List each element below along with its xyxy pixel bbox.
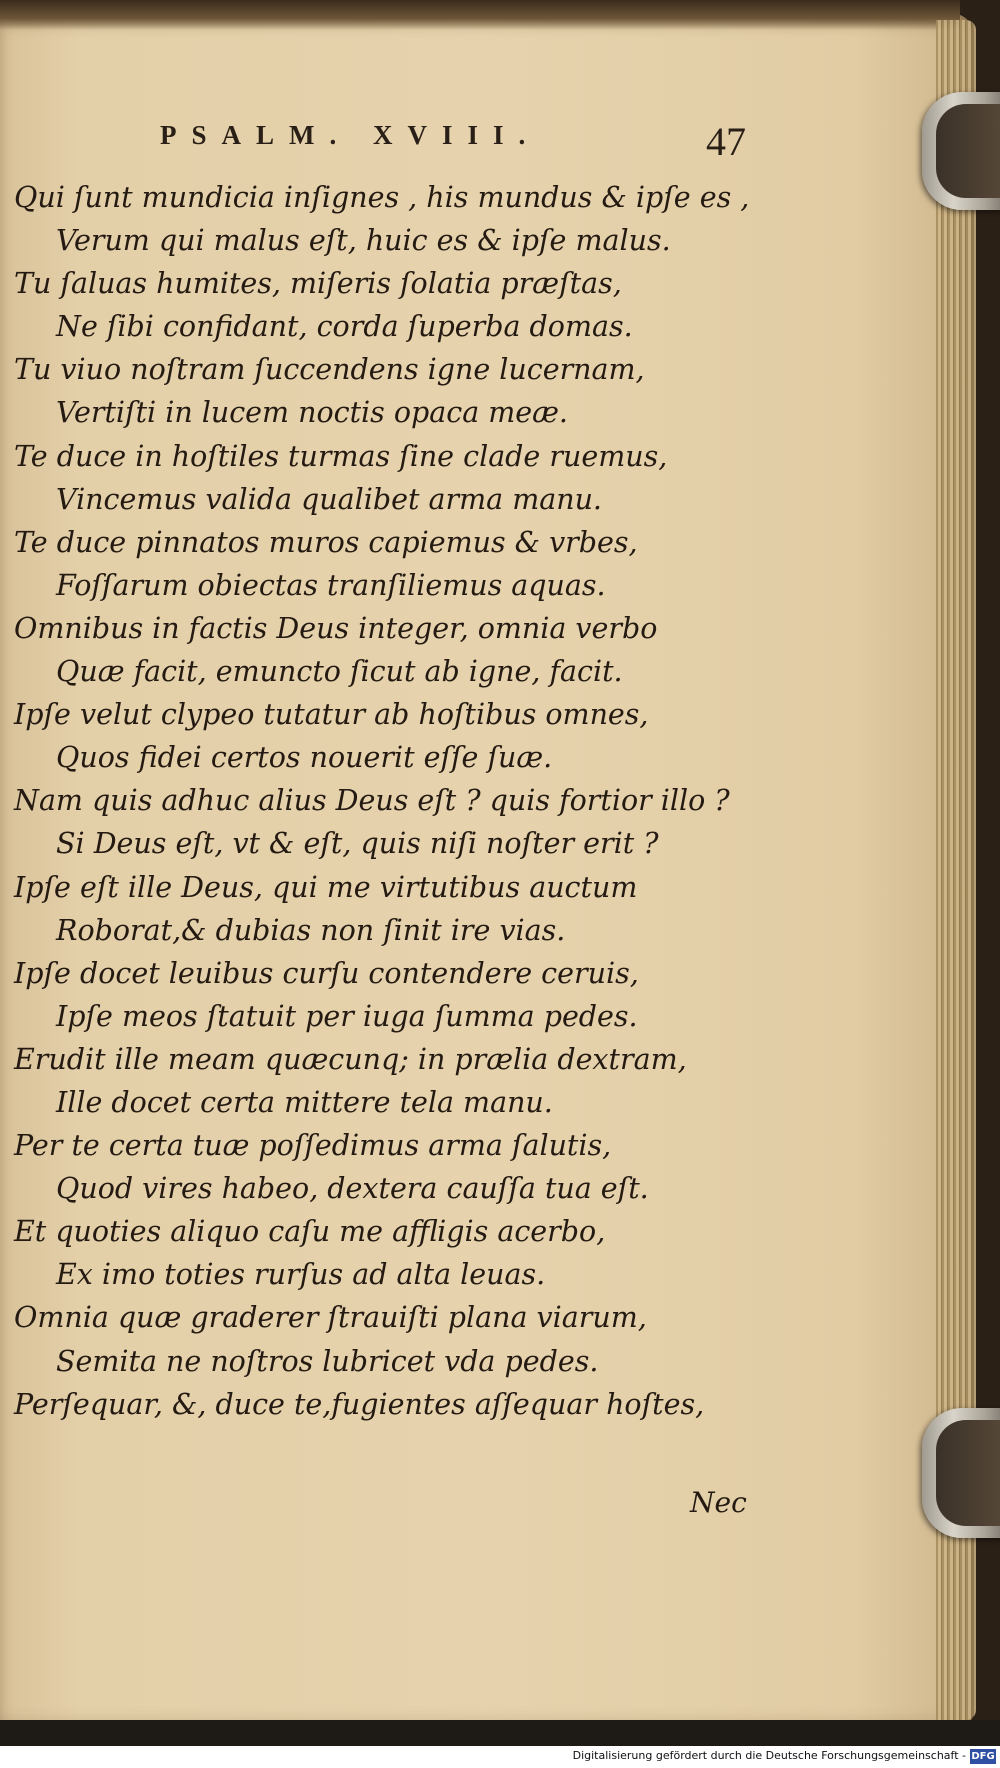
verse-line: Ipſe eſt ille Deus, qui me virtutibus auctum (14, 870, 638, 904)
verse-line: Ipſe docet leuibus curſu contendere ceruis, (14, 956, 639, 990)
verse-line: Semita ne noſtros lubricet vda pedes. (56, 1344, 599, 1378)
verse-line: Per te certa tuæ poſſedimus arma ſalutis, (14, 1129, 612, 1163)
verse-line: Quæ facit, emuncto ſicut ab igne, facit. (56, 655, 623, 689)
verse-line: Vincemus valida qualibet arma manu. (56, 482, 602, 516)
clasp-top (922, 92, 1000, 210)
verse-line: Ne ſibi confidant, corda ſuperba domas. (56, 310, 633, 344)
running-title: PSALM. XVIII. (160, 120, 541, 150)
verse-line: Ex imo toties rurſus ad alta leuas. (56, 1258, 546, 1292)
digitization-footer (0, 1746, 1000, 1768)
catchword: Nec (690, 1486, 747, 1519)
verse-line: Vertiſti in lucem noctis opaca meæ. (56, 396, 568, 430)
verse-line: Te duce pinnatos muros capiemus & vrbes, (14, 525, 638, 559)
footer-credit: Digitalisierung gefördert durch die Deutsche Forschungsgemeinschaft - (572, 1749, 966, 1762)
dfg-logo: DFG (971, 1751, 995, 1762)
verse-line: Verum qui malus eſt, huic es & ipſe malus. (56, 224, 671, 258)
verse-line: Roborat,& dubias non ſinit ire vias. (56, 913, 566, 947)
verse-line: Omnia quæ graderer ſtrauiſti plana viarum, (14, 1301, 647, 1335)
verse-line: Tu viuo noſtram ſuccendens igne lucernam, (14, 353, 645, 387)
verse-line: Qui ſunt mundicia inſignes , his mundus & ipſe es , (14, 181, 750, 214)
verse-line: Tu ſaluas humites, miſeris ſolatia præſtas, (14, 267, 622, 301)
verse-line: Quos fidei certos nouerit eſſe ſuæ. (56, 741, 553, 775)
verse-line: Ipſe meos ſtatuit per iuga ſumma pedes. (56, 999, 638, 1033)
verse-line: Nam quis adhuc alius Deus eſt ? quis fortior illo ? (14, 784, 730, 818)
verse-line: Quod vires habeo, dextera cauſſa tua eſt. (56, 1172, 649, 1206)
clasp-bottom (922, 1408, 1000, 1538)
verse-line: Perſequar, &, duce te,fugientes aſſequar hoſtes, (14, 1387, 705, 1421)
verse-line: Et quoties aliquo caſu me affligis acerbo, (14, 1215, 606, 1249)
verse-line: Ipſe velut clypeo tutatur ab hoſtibus omnes, (14, 698, 649, 732)
verse-line: Si Deus eſt, vt & eſt, quis niſi noſter erit ? (56, 827, 659, 861)
verse-line: Erudit ille meam quæcunq; in prælia dextram, (14, 1042, 687, 1076)
verse-line: Ille docet certa mittere tela manu. (56, 1085, 553, 1119)
page-number: 47 (706, 119, 746, 164)
verse-line: Te duce in hoſtiles turmas ſine clade ruemus, (14, 439, 668, 473)
verse-line: Omnibus in factis Deus integer, omnia verbo (14, 611, 658, 645)
verse-lines (0, 176, 900, 1426)
verse-line: Foſſarum obiectas tranſiliemus aquas. (56, 568, 606, 602)
